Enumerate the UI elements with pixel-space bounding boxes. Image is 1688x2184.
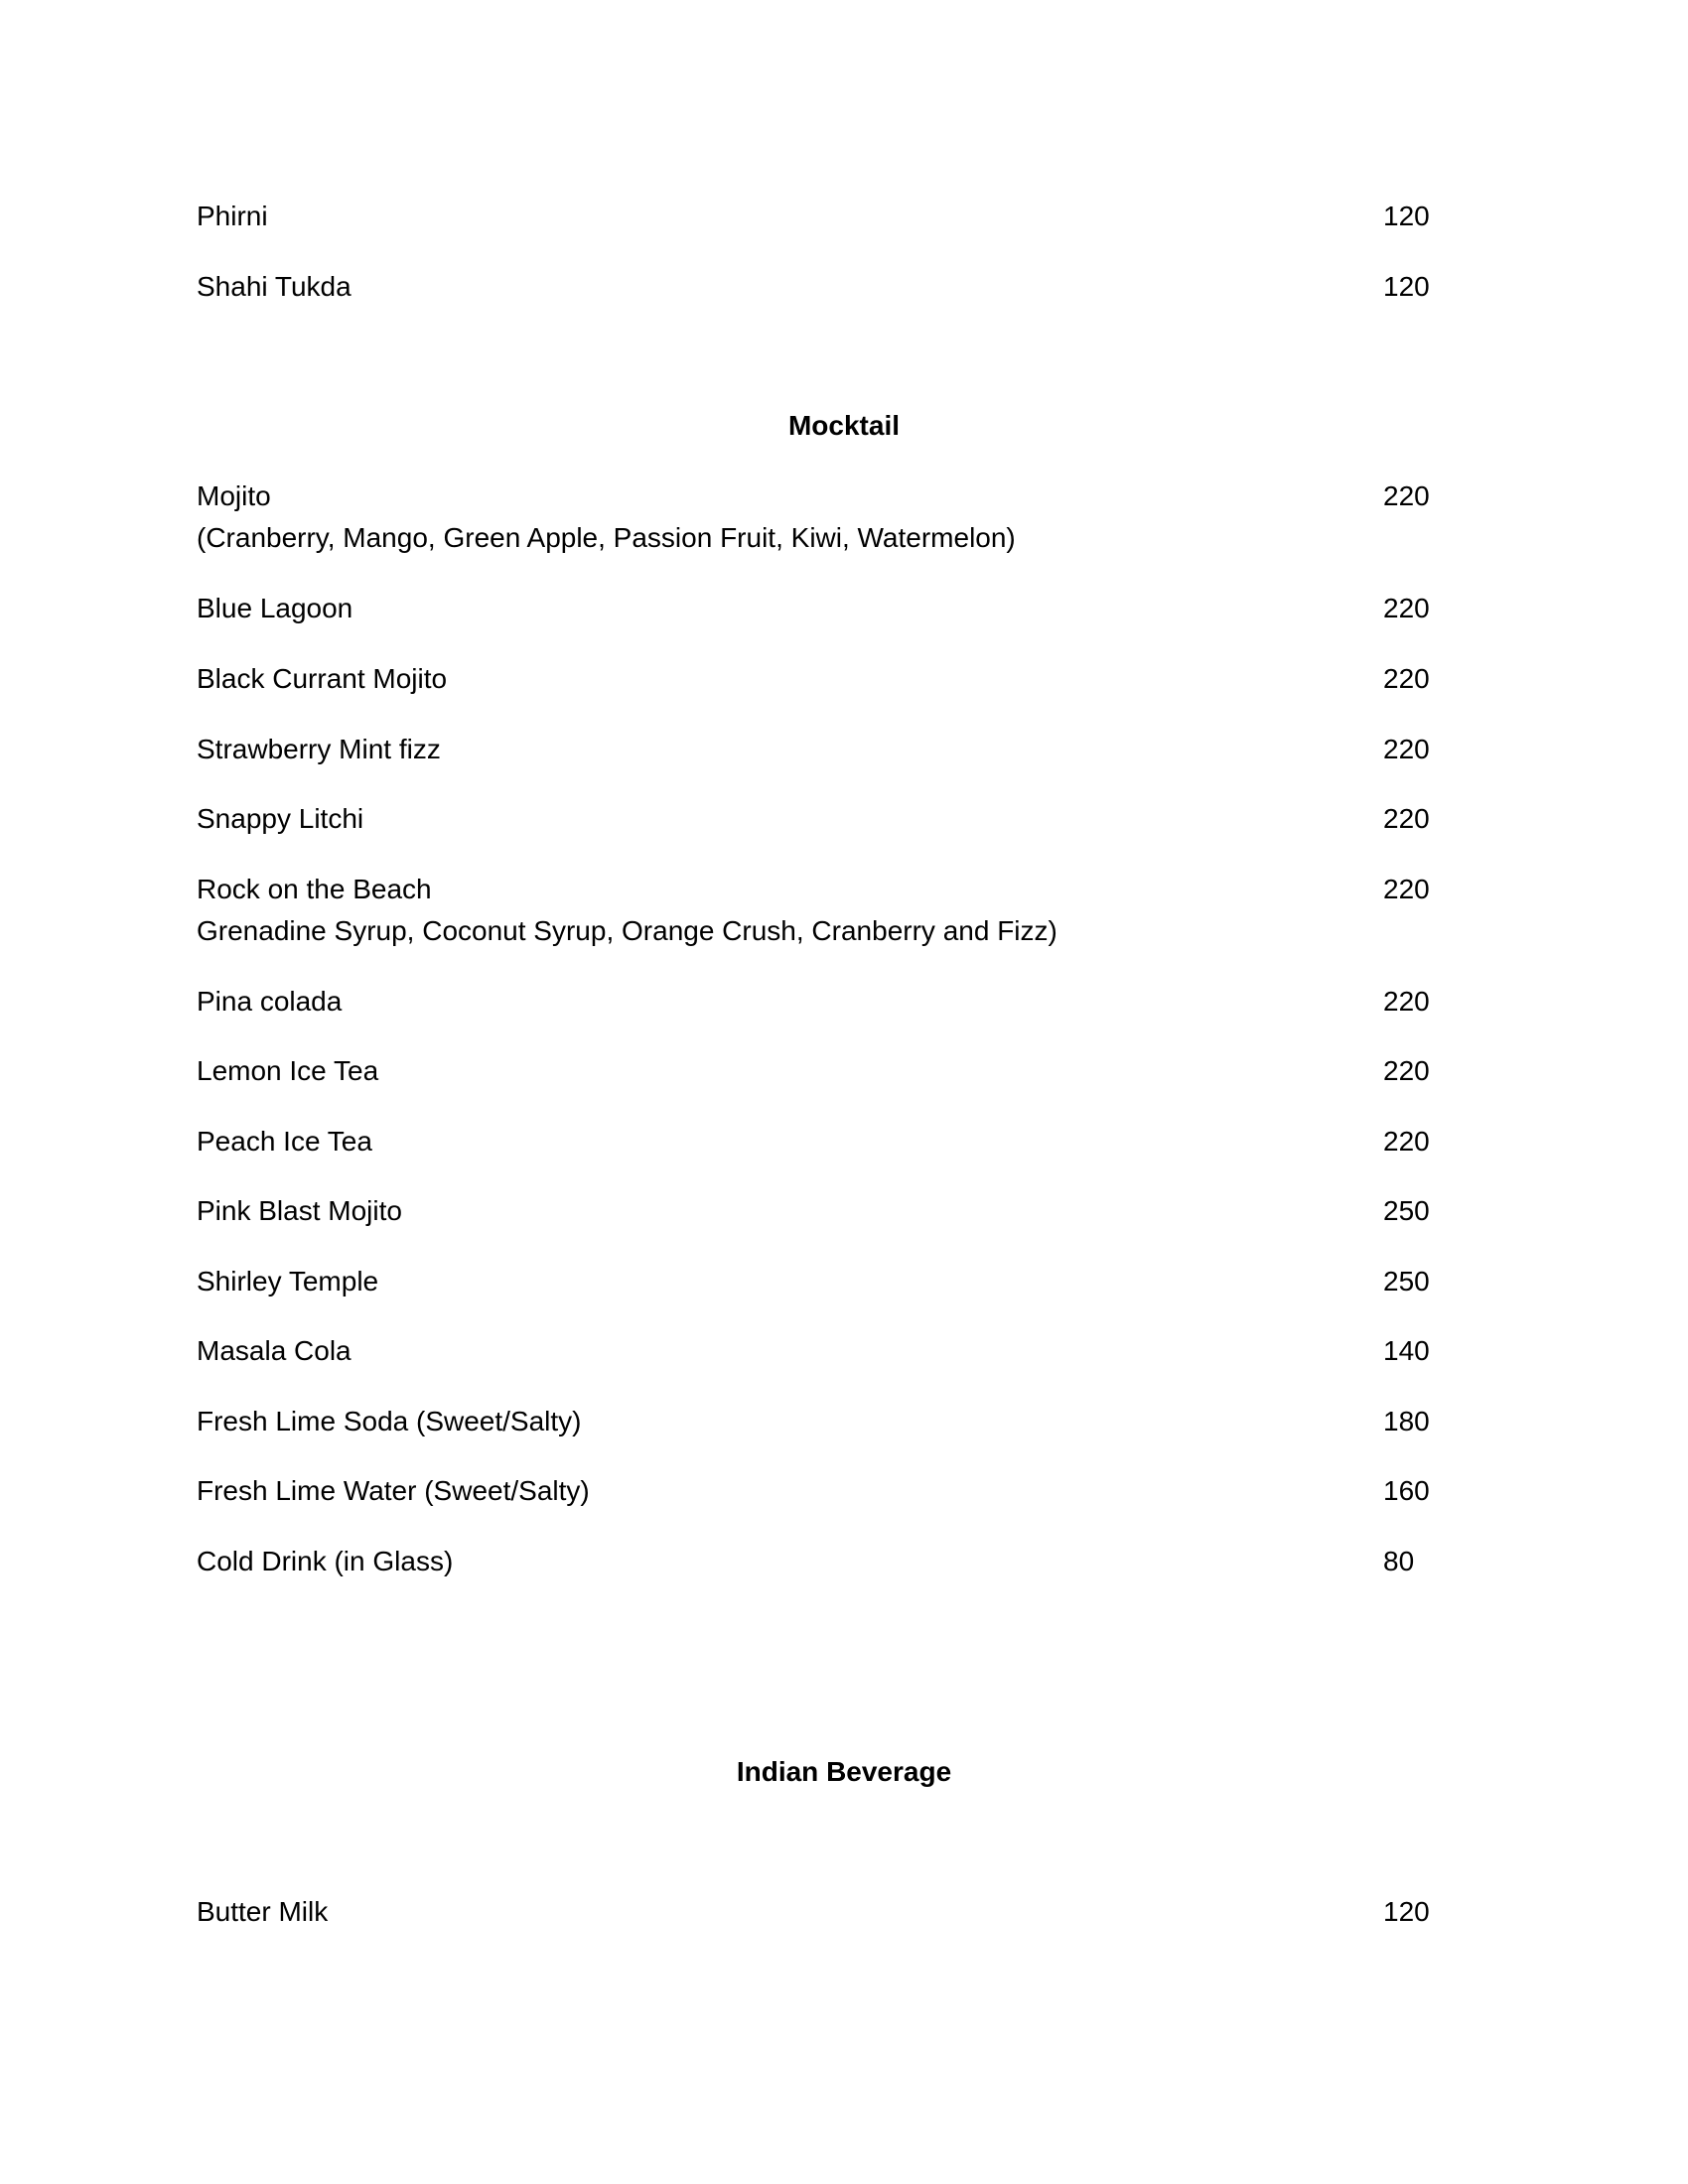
item-price: 220 xyxy=(1383,1055,1430,1086)
item-price: 120 xyxy=(1383,271,1430,302)
item-price: 220 xyxy=(1383,480,1430,511)
item-price: 180 xyxy=(1383,1406,1430,1436)
item-price: 250 xyxy=(1383,1195,1430,1226)
item-name: Peach Ice Tea xyxy=(197,1126,372,1157)
item-name: Cold Drink (in Glass) xyxy=(197,1546,454,1576)
item-name: Shahi Tukda xyxy=(197,271,352,302)
item-price: 220 xyxy=(1383,593,1430,623)
item-price: 120 xyxy=(1383,1896,1430,1927)
item-name: Snappy Litchi xyxy=(197,803,364,834)
item-name: Shirley Temple xyxy=(197,1266,379,1297)
item-name: Pink Blast Mojito xyxy=(197,1195,402,1226)
item-price: 220 xyxy=(1383,803,1430,834)
item-name: Lemon Ice Tea xyxy=(197,1055,379,1086)
item-price: 220 xyxy=(1383,734,1430,764)
item-name: Masala Cola xyxy=(197,1335,352,1366)
item-name: Fresh Lime Water (Sweet/Salty) xyxy=(197,1475,590,1506)
item-price: 220 xyxy=(1383,986,1430,1017)
item-name: Butter Milk xyxy=(197,1896,329,1927)
item-price: 250 xyxy=(1383,1266,1430,1297)
item-name: Fresh Lime Soda (Sweet/Salty) xyxy=(197,1406,582,1436)
section-heading-indian-beverage: Indian Beverage xyxy=(736,1756,952,1787)
item-price: 160 xyxy=(1383,1475,1430,1506)
item-name: Pina colada xyxy=(197,986,343,1017)
item-price: 120 xyxy=(1383,201,1430,231)
item-name: Rock on the Beach xyxy=(197,874,432,904)
item-description: Grenadine Syrup, Coconut Syrup, Orange Crush, Cranberry and Fizz) xyxy=(197,915,1057,946)
item-name: Mojito xyxy=(197,480,271,511)
section-heading-mocktail: Mocktail xyxy=(787,410,901,441)
item-price: 220 xyxy=(1383,874,1430,904)
item-price: 140 xyxy=(1383,1335,1430,1366)
item-name: Black Currant Mojito xyxy=(197,663,448,694)
item-name: Phirni xyxy=(197,201,268,231)
item-name: Strawberry Mint fizz xyxy=(197,734,441,764)
item-price: 220 xyxy=(1383,663,1430,694)
item-price: 220 xyxy=(1383,1126,1430,1157)
item-price: 80 xyxy=(1383,1546,1415,1576)
item-description: (Cranberry, Mango, Green Apple, Passion Fruit, Kiwi, Watermelon) xyxy=(197,522,1016,553)
item-name: Blue Lagoon xyxy=(197,593,353,623)
